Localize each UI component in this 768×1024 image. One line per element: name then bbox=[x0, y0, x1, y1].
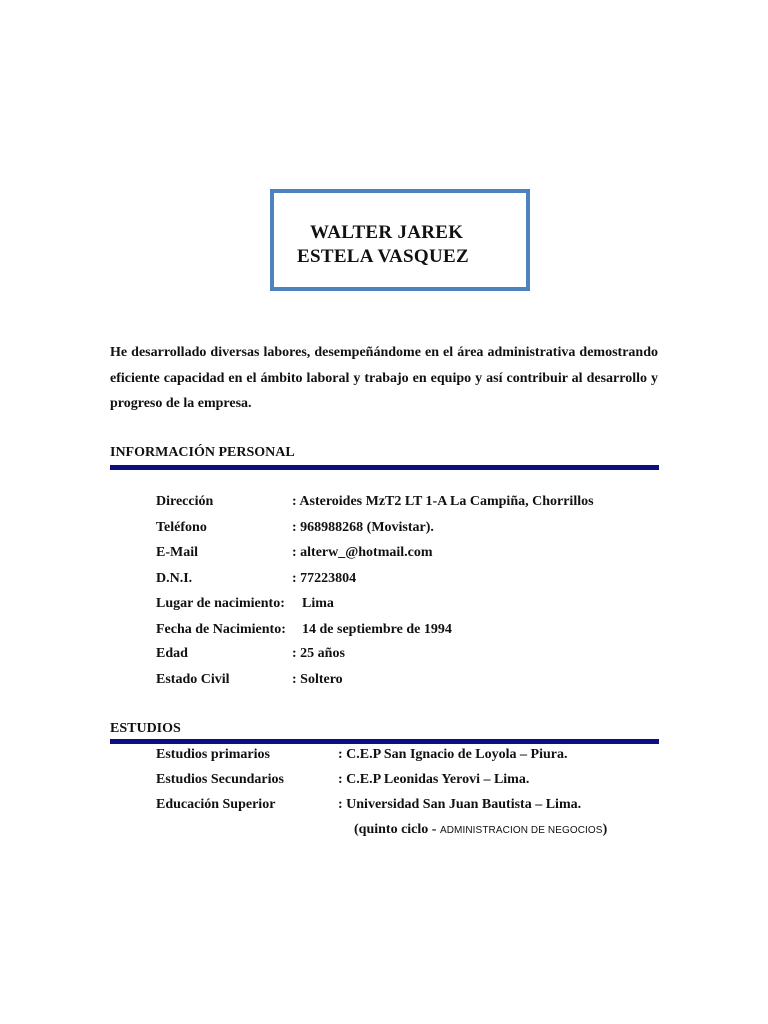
name-box bbox=[270, 189, 530, 291]
section-rule-personal bbox=[110, 465, 659, 470]
note-career: ADMINISTRACION DE NEGOCIOS bbox=[439, 825, 603, 836]
note-close: ) bbox=[602, 822, 608, 837]
studies-value: : C.E.P Leonidas Yerovi – Lima. bbox=[338, 772, 530, 787]
personal-value: : alterw_@hotmail.com bbox=[292, 545, 433, 560]
studies-value: : Universidad San Juan Bautista – Lima. bbox=[338, 797, 582, 812]
personal-value: : 968988268 (Movistar). bbox=[292, 520, 434, 535]
studies-label: Estudios Secundarios bbox=[156, 772, 284, 787]
personal-label: E-Mail bbox=[156, 545, 198, 560]
personal-label: Estado Civil bbox=[156, 672, 230, 687]
personal-value: Lima bbox=[302, 596, 334, 611]
section-title-studies: ESTUDIOS bbox=[110, 721, 181, 736]
personal-value: : 77223804 bbox=[292, 571, 357, 586]
personal-label: Teléfono bbox=[156, 520, 207, 535]
personal-label: D.N.I. bbox=[156, 571, 193, 586]
professional-summary: He desarrollado diversas labores, desempeñándome en el área administrativa demostrando eficiente capacidad en el ámbito laboral y trabajo en equipo y así contribuir al desarrollo y progreso de la empresa. bbox=[110, 345, 658, 411]
personal-label: Edad bbox=[156, 646, 188, 661]
personal-value: : 25 años bbox=[292, 646, 345, 661]
studies-label: Estudios primarios bbox=[156, 747, 270, 762]
section-rule-studies bbox=[110, 739, 659, 744]
personal-value: : Asteroides MzT2 LT 1-A La Campiña, Chorrillos bbox=[292, 494, 594, 509]
section-title-personal: INFORMACIÓN PERSONAL bbox=[110, 445, 295, 460]
personal-value: 14 de septiembre de 1994 bbox=[302, 622, 452, 637]
note-open: (quinto ciclo - bbox=[354, 822, 440, 837]
name-line-last: ESTELA VASQUEZ bbox=[297, 246, 469, 267]
studies-higher-note bbox=[354, 822, 607, 838]
personal-label: Dirección bbox=[156, 494, 214, 509]
studies-label: Educación Superior bbox=[156, 797, 276, 812]
studies-value: : C.E.P San Ignacio de Loyola – Piura. bbox=[338, 747, 568, 762]
personal-value: : Soltero bbox=[292, 672, 343, 687]
personal-label: Lugar de nacimiento: bbox=[156, 596, 285, 611]
name-line-first: WALTER JAREK bbox=[310, 222, 464, 243]
personal-label: Fecha de Nacimiento: bbox=[156, 622, 286, 637]
